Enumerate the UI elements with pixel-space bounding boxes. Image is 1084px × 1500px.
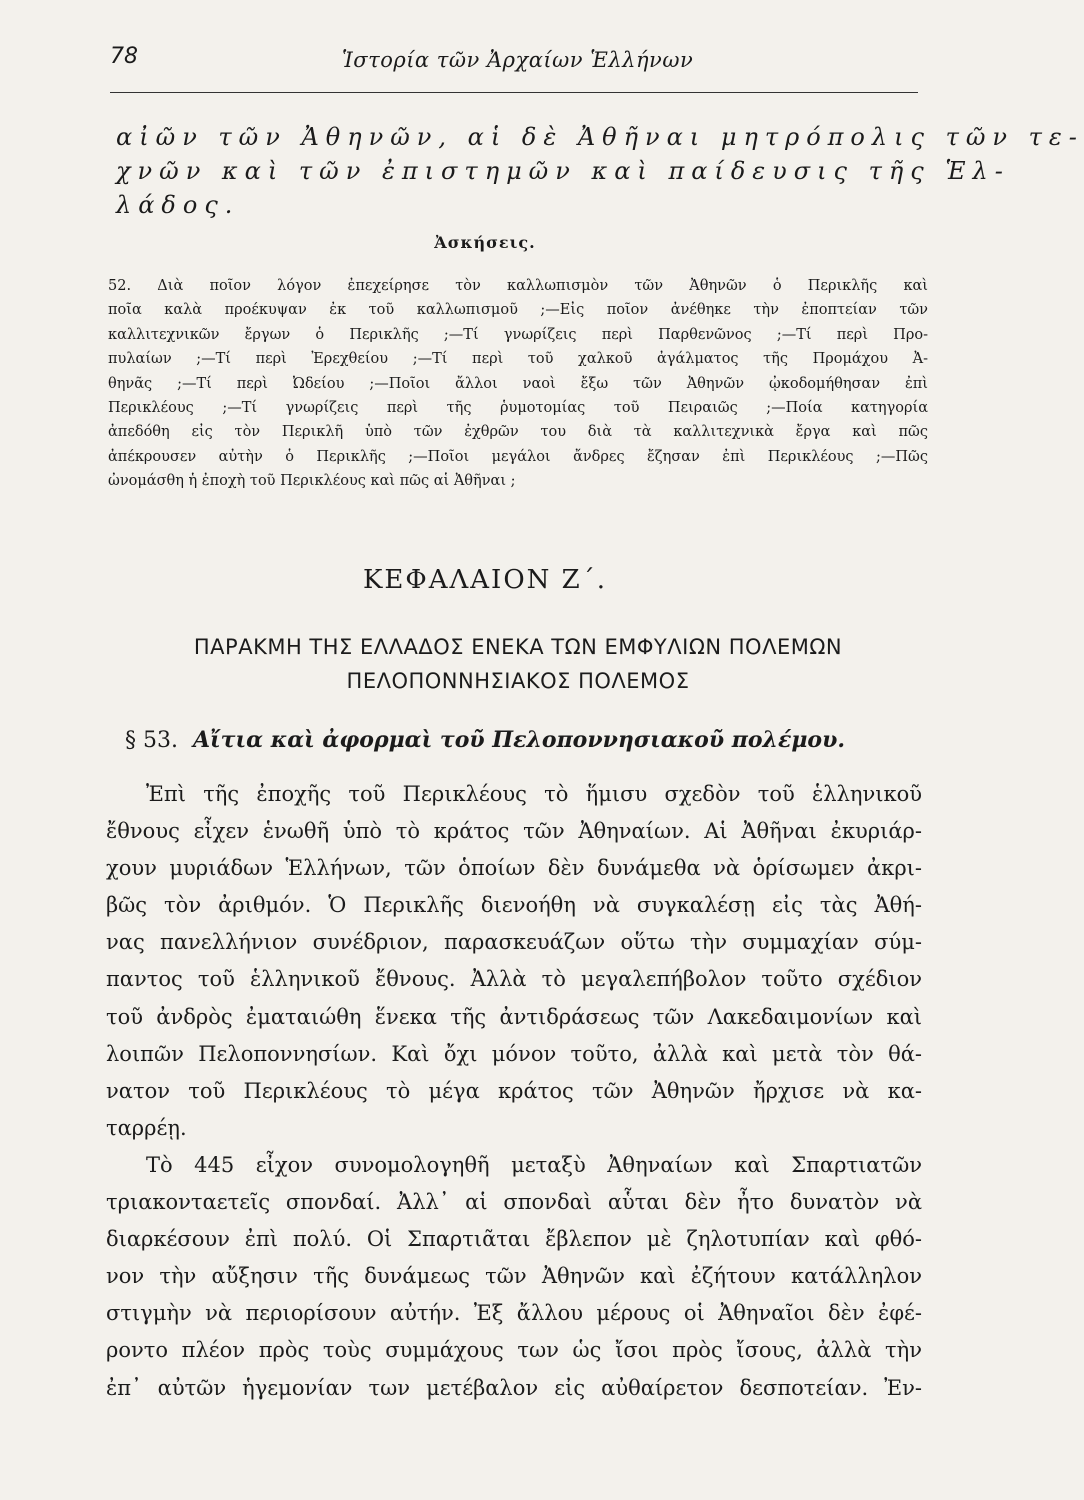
exercise-line: πυλαίων ;—Τί περὶ Ἐρεχθείου ;—Τί περὶ τοῦ χαλκοῦ ἀγάλματος τῆς Προμάχου Ἀ- [108, 351, 928, 368]
body-line: παντος τοῦ ἑλληνικοῦ ἔθνους. Ἀλλὰ τὸ μεγαλεπήβολον τοῦτο σχέδιον [106, 967, 922, 992]
body-line: τριακονταετεῖς σπονδαί. Ἀλλ᾽ αἱ σπονδαὶ αὗται δὲν ἦτο δυνατὸν νὰ [106, 1190, 922, 1215]
exercises-title: Ἀσκήσεις. [434, 233, 536, 252]
lead-line: χνῶν καὶ τῶν ἐπιστημῶν καὶ παίδευσις τῆς Ἑλ- [116, 157, 1010, 185]
section-title: Αἴτια καὶ ἀφορμαὶ τοῦ Πελοποννησιακοῦ πολέμου. [192, 727, 846, 753]
body-line: Τὸ 445 εἶχον συνομολογηθῆ μεταξὺ Ἀθηναίων καὶ Σπαρτιατῶν [146, 1152, 922, 1177]
section-number: § 53. [124, 728, 178, 753]
exercise-line: ἀπεδόθη εἰς τὸν Περικλῆ ὑπὸ τῶν ἐχθρῶν του διὰ τὰ καλλιτεχνικὰ ἔργα καὶ πῶς [108, 424, 928, 441]
page-number: 78 [110, 44, 138, 69]
body-line: διαρκέσουν ἐπὶ πολύ. Οἱ Σπαρτιᾶται ἔβλεπον μὲ ζηλοτυπίαν καὶ φθό- [106, 1227, 922, 1252]
chapter-title-line-2: ΠΕΛΟΠΟΝΝΗΣΙΑΚΟΣ ΠΟΛΕΜΟΣ [346, 669, 690, 693]
body-line: βῶς τὸν ἀριθμόν. Ὁ Περικλῆς διενοήθη νὰ συγκαλέσῃ εἰς τὰς Ἀθή- [106, 893, 922, 918]
exercise-line: ποῖα καλὰ προέκυψαν ἐκ τοῦ καλλωπισμοῦ ;—Εἰς ποῖον ἀνέθηκε τὴν ἐποπτείαν τῶν [108, 302, 928, 319]
body-line: λοιπῶν Πελοποννησίων. Καὶ ὄχι μόνον τοῦτο, ἀλλὰ καὶ μετὰ τὸν θά- [106, 1041, 922, 1066]
running-title: Ἱστορία τῶν Ἀρχαίων Ἑλλήνων [342, 48, 694, 72]
body-line: ροντο πλέον πρὸς τοὺς συμμάχους των ὡς ἴσοι πρὸς ἴσους, ἀλλὰ τὴν [106, 1338, 922, 1363]
exercise-line: 52. Διὰ ποῖον λόγον ἐπεχείρησε τὸν καλλωπισμὸν τῶν Ἀθηνῶν ὁ Περικλῆς καὶ [108, 278, 928, 294]
lead-paragraph [116, 120, 1084, 222]
body-line: νον τὴν αὔξησιν τῆς δυνάμεως τῶν Ἀθηνῶν καὶ ἐζήτουν κατάλληλον [106, 1264, 922, 1289]
header-rule [110, 92, 918, 93]
chapter-title [108, 630, 928, 698]
body-line: Ἐπὶ τῆς ἐποχῆς τοῦ Περικλέους τὸ ἥμισυ σχεδὸν τοῦ ἑλληνικοῦ [146, 782, 922, 806]
exercise-line: Περικλέους ;—Τί γνωρίζεις περὶ τῆς ῥυμοτομίας τοῦ Πειραιῶς ;—Ποία κατηγορία [108, 399, 928, 416]
exercise-line: ὠνομάσθη ἡ ἐποχὴ τοῦ Περικλέους καὶ πῶς αἱ Ἀθῆναι ; [108, 473, 516, 490]
body-line: νας πανελλήνιον συνέδριον, παρασκευάζων οὕτω τὴν συμμαχίαν σύμ- [106, 930, 922, 955]
exercise-line: καλλιτεχνικῶν ἔργων ὁ Περικλῆς ;—Τί γνωρίζεις περὶ Παρθενῶνος ;—Τί περὶ Προ- [108, 326, 928, 343]
exercise-line: θηνᾶς ;—Τί περὶ Ὠδείου ;—Ποῖοι ἄλλοι ναοὶ ἔξω τῶν Ἀθηνῶν ᾠκοδομήθησαν ἐπὶ [108, 375, 928, 392]
body-line: τοῦ ἀνδρὸς ἐματαιώθη ἕνεκα τῆς ἀντιδράσεως τῶν Λακεδαιμονίων καὶ [106, 1004, 922, 1029]
body-line: ἔθνους εἶχεν ἑνωθῆ ὑπὸ τὸ κράτος τῶν Ἀθηναίων. Αἱ Ἀθῆναι ἐκυριάρ- [106, 819, 922, 844]
body-line: χουν μυριάδων Ἑλλήνων, τῶν ὁποίων δὲν δυνάμεθα νὰ ὁρίσωμεν ἀκρι- [106, 856, 922, 881]
body-line: νατον τοῦ Περικλέους τὸ μέγα κράτος τῶν Ἀθηνῶν ἤρχισε νὰ κα- [106, 1078, 922, 1103]
body-line: ἐπ᾽ αὐτῶν ἡγεμονίαν των μετέβαλον εἰς αὐθαίρετον δεσποτείαν. Ἐν- [106, 1375, 922, 1400]
body-text [106, 776, 922, 1407]
body-line: ταρρέῃ. [106, 1115, 187, 1140]
section-heading [0, 727, 970, 753]
chapter-title-line-1: ΠΑΡΑΚΜΗ ΤΗΣ ΕΛΛΑΔΟΣ ΕΝΕΚΑ ΤΩΝ ΕΜΦΥΛΙΩΝ ΠΟΛΕΜΩΝ [193, 635, 843, 659]
exercises-block [108, 274, 928, 494]
chapter-number: ΚΕΦΑΛΑΙΟΝ Ζ΄. [363, 565, 607, 595]
page-header [110, 44, 920, 88]
lead-line: αἰῶν τῶν Ἀθηνῶν, αἱ δὲ Ἀθῆναι μητρόπολις τῶν τε- [116, 123, 1084, 151]
body-line: στιγμὴν νὰ περιορίσουν αὐτήν. Ἐξ ἄλλου μέρους οἱ Ἀθηναῖοι δὲν ἐφέ- [106, 1301, 922, 1326]
lead-line: λάδος. [116, 191, 240, 219]
exercise-line: ἀπέκρουσεν αὐτὴν ὁ Περικλῆς ;—Ποῖοι μεγάλοι ἄνδρες ἔζησαν ἐπὶ Περικλέους ;—Πῶς [108, 448, 928, 465]
